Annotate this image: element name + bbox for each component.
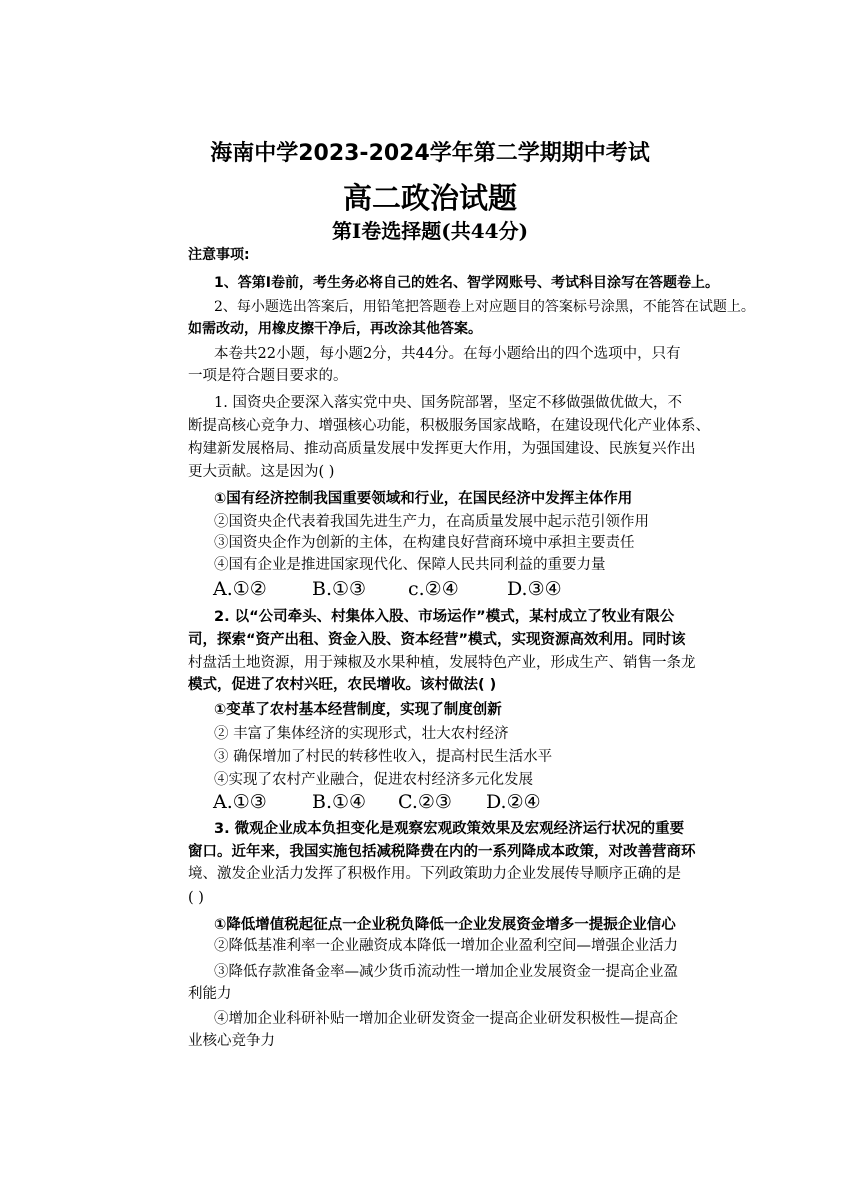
q1-stem-line-4: 更大贡献。这是因为( ) xyxy=(188,464,335,480)
q1-option-d: D.③④ xyxy=(507,578,562,600)
exam-title: 海南中学2023-2024学年第二学期期中考试 xyxy=(210,141,650,166)
q1-option-c: c.②④ xyxy=(408,578,459,600)
q1-item-1: ①国有经济控制我国重要领域和行业，在国民经济中发挥主体作用 xyxy=(214,491,633,507)
q3-stem-line-1: 3. 微观企业成本负担变化是观察宏观政策效果及宏观经济运行状况的重要 xyxy=(214,821,685,837)
q2-item-1: ①变革了农村基本经营制度，实现了制度创新 xyxy=(214,702,502,718)
q2-option-d: D.②④ xyxy=(486,791,541,813)
q2-option-b: B.①④ xyxy=(312,791,367,813)
q3-item-3-line-1: ③降低存款准备金率—减少货币流动性一增加企业发展资金一提高企业盈 xyxy=(214,964,678,980)
q1-option-b: B.①③ xyxy=(312,578,367,600)
q3-item-4-line-2: 业核心竞争力 xyxy=(188,1033,275,1049)
q2-item-3: ③ 确保增加了村民的转移性收入，提高村民生活水平 xyxy=(214,749,553,765)
q2-item-2: ② 丰富了集体经济的实现形式，壮大农村经济 xyxy=(214,726,509,742)
q3-item-2: ②降低基准利率一企业融资成本降低一增加企业盈利空间—增强企业活力 xyxy=(214,938,678,954)
q1-item-3: ③国资央企作为创新的主体，在构建良好营商环境中承担主要责任 xyxy=(214,535,635,551)
intro-line-1: 本卷共22小题，每小题2分，共44分。在每小题给出的四个选项中，只有 xyxy=(214,346,681,362)
q3-item-1: ①降低增值税起征点一企业税负降低一企业发展资金增多一提振企业信心 xyxy=(214,917,676,933)
q1-stem-line-3: 构建新发展格局、推动高质量发展中发挥更大作用，为强国建设、民族复兴作出 xyxy=(188,441,696,457)
notice-heading: 注意事项: xyxy=(188,247,250,263)
section-title: 第Ⅰ卷选择题(共44分) xyxy=(331,219,529,243)
intro-line-2: 一项是符合题目要求的。 xyxy=(188,368,348,384)
subject-title: 高二政治试题 xyxy=(342,181,517,215)
q1-stem-line-1: 1. 国资央企要深入落实党中央、国务院部署，坚定不移做强做优做大，不 xyxy=(214,395,682,411)
q1-option-a: A.①② xyxy=(213,578,267,600)
notice-item-1: 1、答第Ⅰ卷前，考生务必将自己的姓名、智学网账号、考试科目涂写在答题卷上。 xyxy=(214,275,719,291)
q2-stem-line-4: 模式，促进了农村兴旺，农民增收。该村做法( ) xyxy=(188,677,497,693)
q2-stem-line-2: 司，探索“资产出租、资金入股、资本经营”模式，实现资源高效利用。同时该 xyxy=(188,632,686,648)
q1-stem-line-2: 断提高核心竞争力、增强核心功能，积极服务国家战略，在建设现代化产业体系、 xyxy=(188,418,710,434)
q2-stem-line-3: 村盘活土地资源，用于辣椒及水果种植，发展特色产业，形成生产、销售一条龙 xyxy=(188,655,696,671)
q3-stem-line-3: 境、激发企业活力发挥了积极作用。下列政策助力企业发展传导顺序正确的是 xyxy=(188,866,681,882)
q2-option-c: C.②③ xyxy=(398,791,452,813)
q3-item-4-line-1: ④增加企业科研补贴一增加企业研发资金一提高企业研发积极性—提高企 xyxy=(214,1011,678,1027)
q1-item-2: ②国资央企代表着我国先进生产力，在高质量发展中起示范引领作用 xyxy=(214,514,649,530)
q3-item-3-line-2: 利能力 xyxy=(188,986,232,1002)
q1-item-4: ④国有企业是推进国家现代化、保障人民共同利益的重要力量 xyxy=(214,557,606,573)
q2-item-4: ④实现了农村产业融合，促进农村经济多元化发展 xyxy=(214,772,533,788)
q3-stem-line-2: 窗口。近年来，我国实施包括减税降费在内的一系列降成本政策，对改善营商环 xyxy=(188,844,696,860)
q2-option-a: A.①③ xyxy=(213,791,267,813)
notice-item-2-line-1: 2、每小题选出答案后，用铅笔把答题卷上对应题目的答案标号涂黑，不能答在试题上。 xyxy=(214,299,755,315)
q2-stem-line-1: 2. 以“公司牵头、村集体入股、市场运作”模式，某村成立了牧业有限公 xyxy=(214,609,675,625)
q3-stem-line-4: ( ) xyxy=(188,890,204,906)
notice-item-2-line-2: 如需改动，用橡皮擦干净后，再改涂其他答案。 xyxy=(188,321,482,337)
